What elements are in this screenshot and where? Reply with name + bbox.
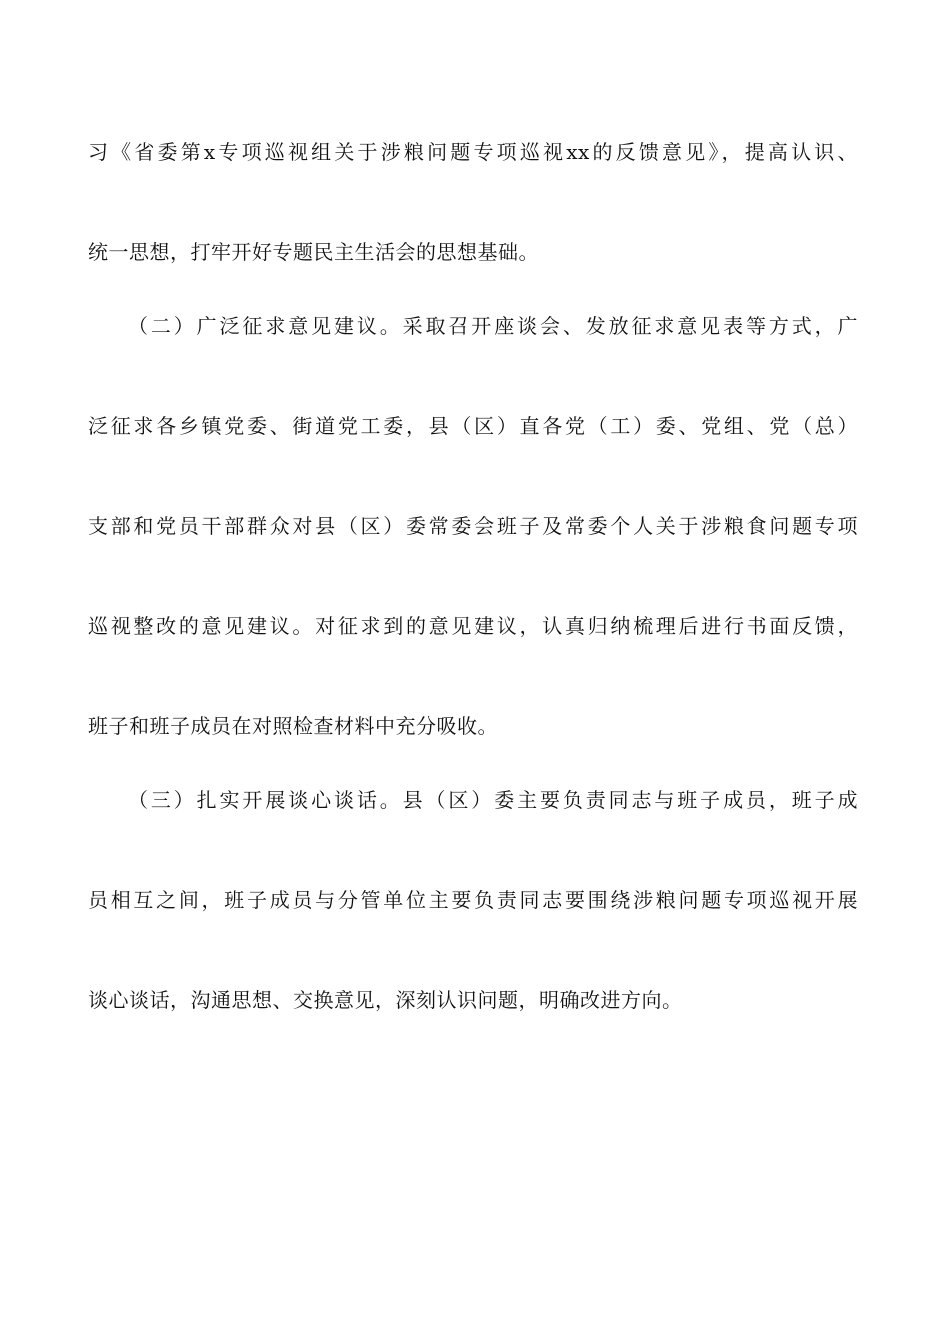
paragraph-line: 巡视整改的意见建议。对征求到的意见建议，认真归纳梳理后进行书面反馈，: [88, 614, 858, 638]
paragraph-line: 谈心谈话，沟通思想、交换意见，深刻认识问题，明确改进方向。: [88, 988, 683, 1012]
paragraph-line: 员相互之间，班子成员与分管单位主要负责同志要围绕涉粮问题专项巡视开展: [88, 888, 858, 912]
paragraph-line: （三）扎实开展谈心谈话。县（区）委主要负责同志与班子成员，班子成: [128, 788, 858, 812]
paragraph-line: （二）广泛征求意见建议。采取召开座谈会、发放征求意见表等方式，广: [128, 314, 858, 338]
paragraph-line: 习《省委第x专项巡视组关于涉粮问题专项巡视xx的反馈意见》，提高认识、: [88, 140, 858, 164]
paragraph-line: 统一思想，打牢开好专题民主生活会的思想基础。: [88, 240, 539, 264]
paragraph-line: 支部和党员干部群众对县（区）委常委会班子及常委个人关于涉粮食问题专项: [88, 514, 858, 538]
paragraph-line: 班子和班子成员在对照检查材料中充分吸收。: [88, 714, 498, 738]
paragraph-line: 泛征求各乡镇党委、街道党工委，县（区）直各党（工）委、党组、党（总）: [88, 414, 858, 438]
